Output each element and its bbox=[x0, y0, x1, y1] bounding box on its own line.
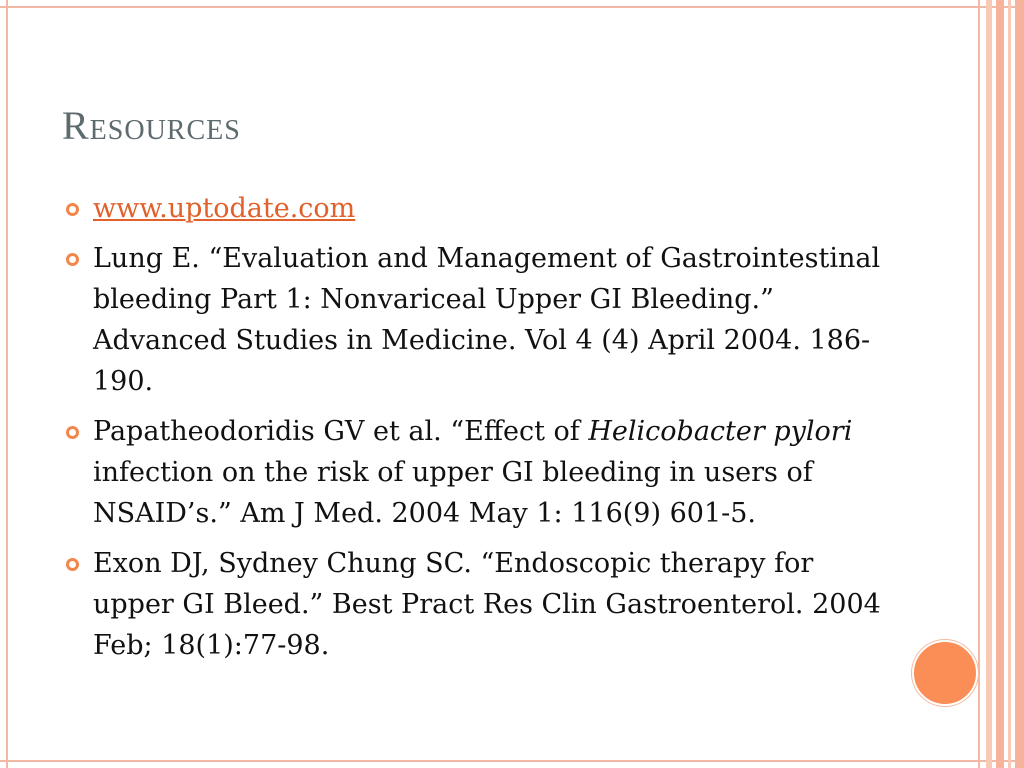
right-border-line bbox=[978, 0, 980, 768]
list-item bbox=[62, 188, 882, 229]
right-stripe bbox=[996, 0, 1004, 768]
ring-bullet-icon bbox=[66, 203, 79, 216]
list-item bbox=[62, 411, 882, 534]
top-border-line bbox=[0, 6, 1024, 8]
reference-text-end: infection on the risk of upper GI bleeding in users of NSAID’s.” Am J Med. 2004 May 1: 116(9) 601-5. bbox=[93, 457, 813, 529]
slide-content bbox=[62, 188, 882, 675]
circle-decoration-icon bbox=[912, 640, 978, 706]
reference-text-start: Papatheodoridis GV et al. “Effect of bbox=[93, 416, 589, 447]
uptodate-link[interactable]: www.uptodate.com bbox=[93, 193, 356, 224]
resource-list bbox=[62, 188, 882, 666]
ring-bullet-icon bbox=[66, 253, 79, 266]
list-item bbox=[62, 238, 882, 402]
reference-text: Lung E. “Evaluation and Management of Gastrointestinal bleeding Part 1: Nonvariceal Upper GI Bleeding.” Advanced Studies in Medicine. Vol 4 (4) April 2004. 186-190. bbox=[93, 243, 881, 397]
ring-bullet-icon bbox=[66, 426, 79, 439]
slide-title: Resources bbox=[62, 103, 241, 148]
ring-bullet-icon bbox=[66, 558, 79, 571]
left-border-line bbox=[6, 0, 8, 768]
reference-italic-term: Helicobacter pylori bbox=[588, 416, 853, 447]
list-item bbox=[62, 543, 882, 666]
reference-text: Exon DJ, Sydney Chung SC. “Endoscopic therapy for upper GI Bleed.” Best Pract Res Clin Gastroenterol. 2004 Feb; 18(1):77-98. bbox=[93, 548, 881, 661]
right-stripe bbox=[1008, 0, 1011, 768]
right-stripe bbox=[986, 0, 992, 768]
right-stripe bbox=[1015, 0, 1024, 768]
bottom-border-line bbox=[0, 760, 1024, 762]
